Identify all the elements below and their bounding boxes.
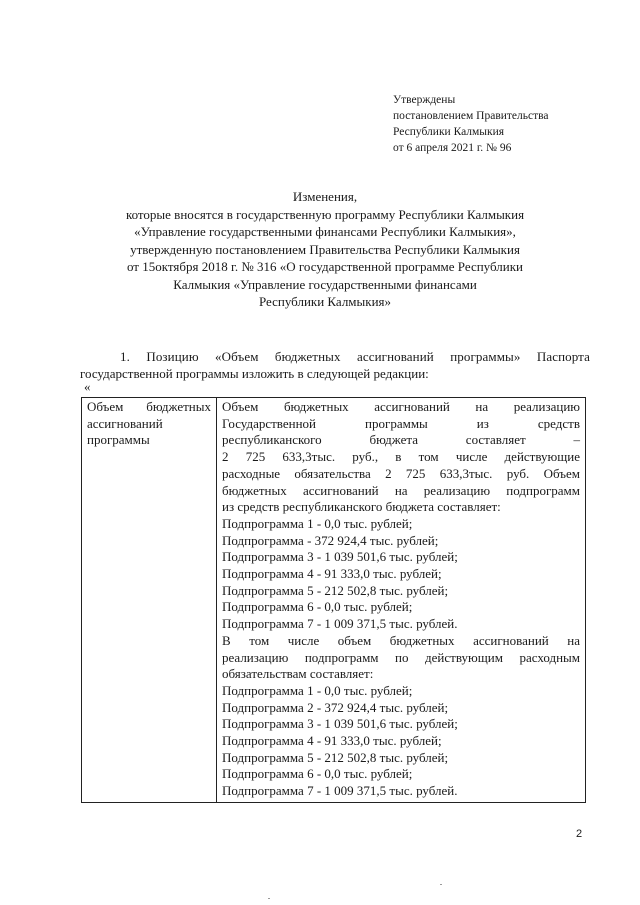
list-item: Подпрограмма 3 - 1 039 501,6 тыс. рублей;	[222, 549, 458, 565]
page-number: 2	[576, 828, 583, 840]
heading-line: утвержденную постановлением Правительства Республики Калмыкия	[130, 241, 520, 257]
list-item: Подпрограмма 5 - 212 502,8 тыс. рублей;	[222, 749, 449, 765]
approval-stamp	[393, 92, 549, 156]
label-line: ассигнований	[87, 415, 163, 431]
list-item: Подпрограмма 5 - 212 502,8 тыс. рублей;	[222, 582, 449, 598]
content-cell	[217, 398, 586, 803]
heading-line: Калмыкия «Управление государственными финансами	[173, 276, 477, 292]
heading-line: «Управление государственными финансами Республики Калмыкия»,	[134, 224, 516, 239]
content-line: обязательствам составляет:	[222, 666, 374, 682]
heading-line: которые вносятся в государственную программу Республики Калмыкия	[125, 206, 525, 222]
content-line: реализацию подпрограмм по действующим расходным	[222, 649, 580, 665]
content-line: Объем бюджетных ассигнований на реализацию	[222, 399, 580, 414]
approval-line: постановлением Правительства	[393, 110, 549, 122]
content-line: республиканского бюджета составляет –	[222, 432, 580, 448]
label-line: Объем бюджетных	[87, 399, 211, 414]
content-line: 2 725 633,3тыс. руб., в том числе действующие	[222, 449, 580, 465]
content-line: бюджетных ассигнований на реализацию подпрограмм	[222, 482, 580, 498]
list-item: Подпрограмма - 372 924,4 тыс. рублей;	[222, 532, 439, 548]
heading-line: от 15октября 2018 г. № 316 «О государственной программе Республики	[126, 259, 524, 274]
label-cell	[82, 398, 217, 803]
list-item: Подпрограмма 1 - 0,0 тыс. рублей;	[222, 515, 413, 531]
list-item: Подпрограмма 2 - 372 924,4 тыс. рублей;	[222, 699, 449, 715]
table-row	[82, 398, 586, 803]
content-line: из средств республиканского бюджета составляет:	[222, 499, 501, 515]
list-item: Подпрограмма 4 - 91 333,0 тыс. рублей;	[222, 733, 442, 749]
intro-line: 1. Позицию «Объем бюджетных ассигнований программы» Паспорта	[120, 349, 590, 364]
approval-line: Республики Калмыкия	[393, 126, 505, 138]
list-item: Подпрограмма 4 - 91 333,0 тыс. рублей;	[222, 566, 442, 582]
list-item: Подпрограмма 6 - 0,0 тыс. рублей;	[222, 599, 413, 615]
list-item: Подпрограмма 3 - 1 039 501,6 тыс. рублей;	[222, 716, 458, 732]
intro-line: государственной программы изложить в следующей редакции:	[80, 366, 429, 381]
heading-line: Республики Калмыкия»	[258, 294, 392, 309]
approval-line: Утверждены	[393, 94, 456, 106]
approval-line: от 6 апреля 2021 г. № 96	[393, 142, 512, 154]
list-item: Подпрограмма 6 - 0,0 тыс. рублей;	[222, 766, 413, 782]
scan-speck	[268, 898, 270, 899]
content-line: расходные обязательства 2 725 633,3тыс. руб. Объем	[222, 465, 580, 481]
intro-paragraph	[80, 348, 590, 382]
content-line: Государственной программы из средств	[222, 415, 580, 431]
list-item: Подпрограмма 1 - 0,0 тыс. рублей;	[222, 682, 413, 698]
open-quote: «	[84, 379, 91, 394]
label-line: программы	[87, 432, 150, 448]
list-item: Подпрограмма 7 - 1 009 371,5 тыс. рублей.	[222, 783, 458, 799]
budget-table	[81, 397, 586, 803]
content-line: В том числе объем бюджетных ассигнований на	[222, 632, 580, 648]
list-item: Подпрограмма 7 - 1 009 371,5 тыс. рублей.	[222, 616, 458, 632]
scan-speck	[440, 884, 442, 885]
document-heading	[80, 188, 570, 311]
heading-line: Изменения,	[292, 189, 358, 204]
